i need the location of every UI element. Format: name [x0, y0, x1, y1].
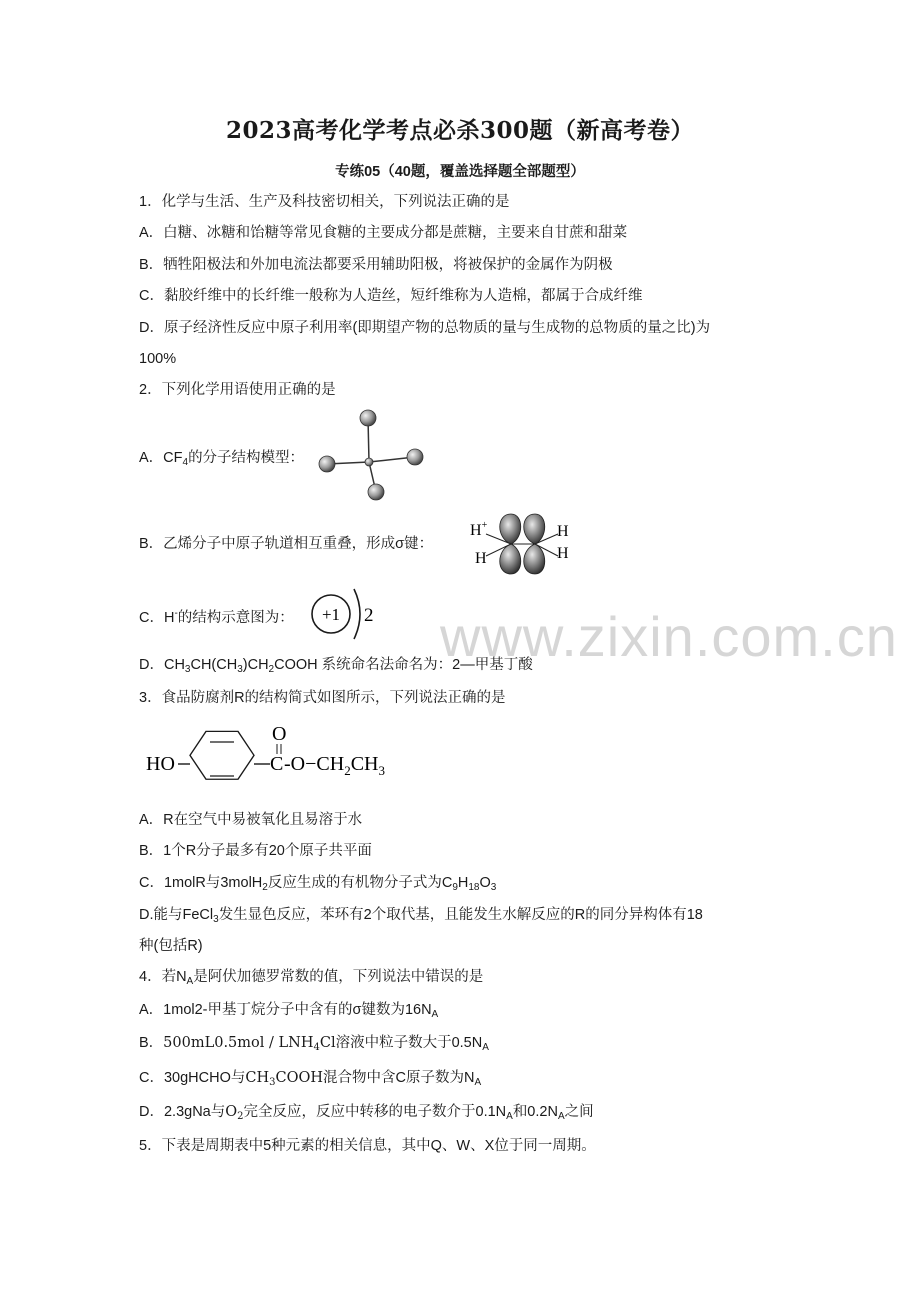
q3-option-d: D.能与FeCl$_3$发生显色反应，苯环有2个取代基，且能发生水解反应的R的同分异构体有18 — [139, 907, 703, 925]
carbonyl-carbon: C — [270, 753, 284, 775]
q2-option-d: D．$CH_3CH(CH_3)CH_2COOH$ 系统命名法命名为：2—甲基丁酸 — [139, 657, 533, 675]
q1-option-c: C．黏胶纤维中的长纤维一般称为人造丝，短纤维称为人造棉，都属于合成纤维 — [139, 288, 643, 304]
q2-stem: 2．下列化学用语使用正确的是 — [139, 382, 336, 398]
q2-a-sub: 4 — [182, 457, 189, 468]
q3-option-a: A．R在空气中易被氧化且易溶于水 — [139, 812, 363, 828]
nucleus-charge: +1 — [321, 605, 341, 624]
page-title: 2023高考化学考点必杀300题（新高考卷） — [225, 117, 695, 144]
ho-group: HO — [146, 753, 175, 775]
q1-stem: 1．化学与生活、生产及科技密切相关，下列说法正确的是 — [139, 194, 510, 210]
hydride-structure-diagram — [304, 585, 384, 645]
compound-r-structure — [140, 718, 420, 788]
q2-option-c — [139, 604, 294, 628]
q1-option-d-cont: 100% — [139, 351, 177, 367]
q2-c-sup: - — [174, 608, 178, 619]
ester-chain: $-O-CH_2CH_3$ — [284, 753, 385, 778]
q5-stem: 5．下表是周期表中5种元素的相关信息，其中Q、W、X位于同一周期。 — [139, 1138, 596, 1154]
electron-count: 2 — [364, 605, 374, 626]
page-subtitle: 专练05（40题，覆盖选择题全部题型） — [335, 164, 585, 180]
q3-option-c: C．1molR与3molH$_2$反应生成的有机物分子式为$C_9H_{18}O_3$ — [139, 875, 497, 893]
watermark: www.zixin.com.cn — [440, 605, 898, 668]
q2-option-b: B．乙烯分子中原子轨道相互重叠，形成σ键： — [139, 536, 434, 552]
h-label-right-bottom: H — [557, 545, 569, 562]
q2-c-text-post: 的结构示意图为： — [177, 610, 294, 626]
q3-option-d-cont: 种(包括R) — [139, 938, 203, 954]
q2-c-text: C．H — [139, 610, 175, 626]
q2-option-a — [139, 448, 304, 473]
h-label-left: H — [475, 550, 487, 567]
q1-option-d: D．原子经济性反应中原子利用率(即期望产物的总物质的量与生成物的总物质的量之比)为 — [139, 320, 711, 336]
carbonyl-oxygen: O — [272, 723, 287, 745]
q1-option-a: A．白糖、冰糖和饴糖等常见食糖的主要成分都是蔗糖，主要来自甘蔗和甜菜 — [139, 225, 628, 241]
q4-option-c: C．30gHCHO与$CH_3COOH$混合物中含C原子数为$N_A$ — [139, 1070, 482, 1088]
q4-option-a: A．1mol2-甲基丁烷分子中含有的σ键数为$16N_A$ — [139, 1002, 439, 1020]
q4-option-d: D．2.3gNa与$O_2$完全反应，反应中转移的电子数介于$0.1N_A$和$0.2N_A$之间 — [139, 1104, 594, 1122]
cf4-molecule-model — [312, 404, 432, 504]
q3-option-b: B．1个R分子最多有20个原子共平面 — [139, 843, 372, 859]
q2-a-text: A．CF — [139, 450, 183, 466]
h-label-right-top: H — [557, 523, 569, 540]
q3-stem: 3．食品防腐剂R的结构简式如图所示，下列说法正确的是 — [139, 690, 506, 706]
h-plus-label: H+ — [470, 520, 488, 539]
q4-stem: 4．若$N_A$是阿伏加德罗常数的值，下列说法中错误的是 — [139, 969, 484, 987]
ethylene-orbital-diagram — [466, 508, 578, 578]
q2-a-text-post: 的分子结构模型： — [188, 450, 305, 466]
q1-option-b: B．牺牲阳极法和外加电流法都要采用辅助阳极，将被保护的金属作为阴极 — [139, 257, 613, 273]
q4-option-b: B．$500mL0.5mol / LNH_4Cl$溶液中粒子数大于$0.5N_A$ — [139, 1035, 489, 1053]
